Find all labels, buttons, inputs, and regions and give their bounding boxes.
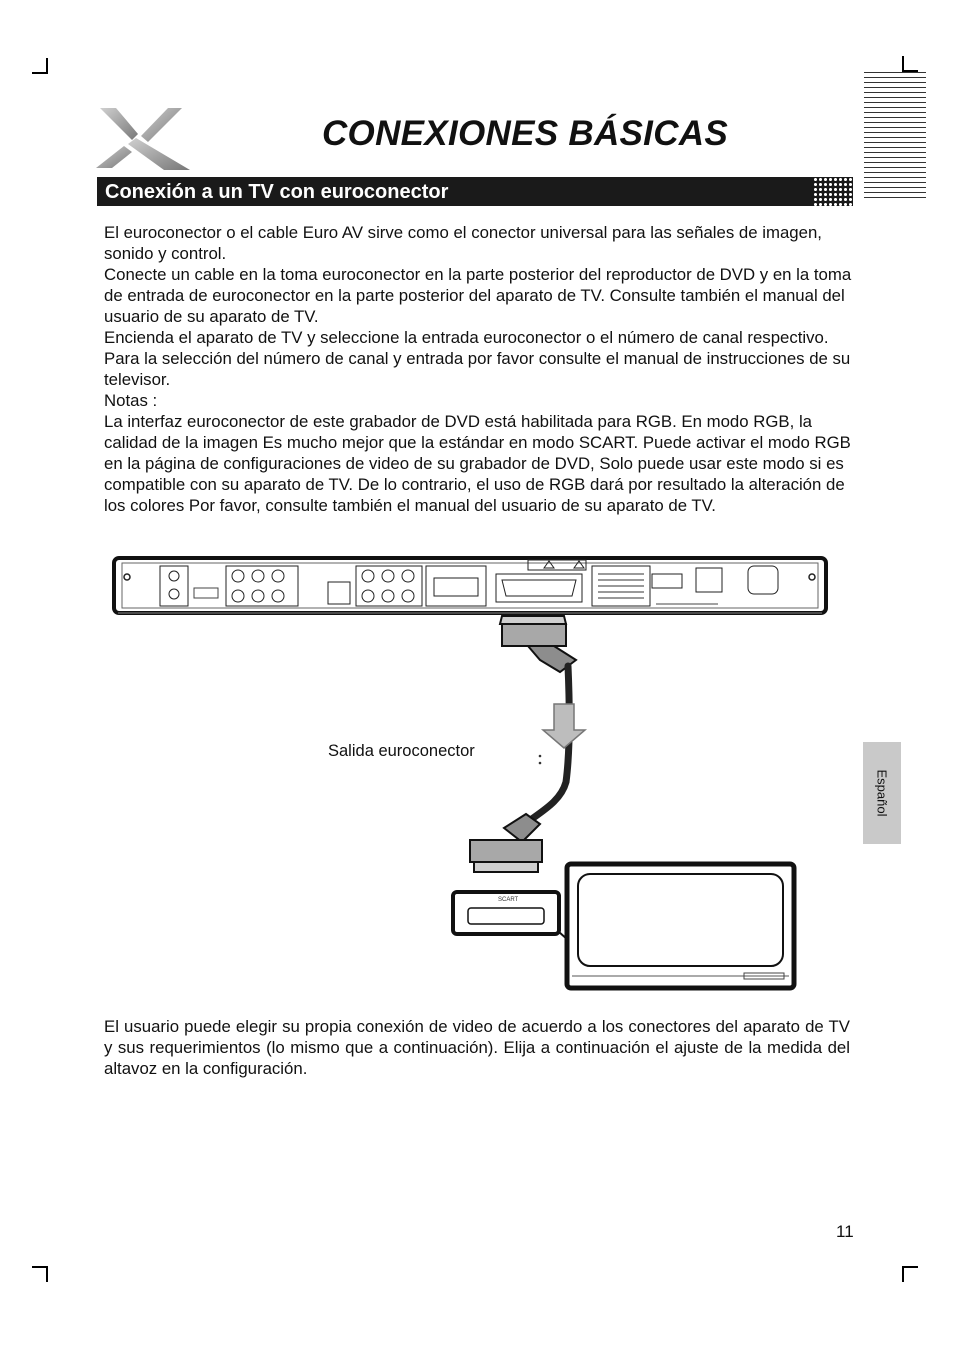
diagram-label-scart-output: Salida euroconector <box>328 742 475 760</box>
language-label: Español <box>874 769 890 817</box>
section-bar-dots <box>813 177 853 206</box>
crop-mark-bottom-right <box>902 1266 918 1282</box>
paragraph-switch-on: Encienda el aparato de TV y seleccione la entrada euroconector o el número de canal respectivo. Para la selección del número de canal y entrada por favor consulte el manual de instrucciones de su televisor. <box>104 328 851 389</box>
television <box>567 864 794 988</box>
section-title: Conexión a un TV con euroconector <box>105 181 449 203</box>
notes-heading: Notas : <box>104 391 158 410</box>
dvd-recorder-rear-panel <box>114 558 826 613</box>
paragraph-intro: El euroconector o el cable Euro AV sirve como el conector universal para las señales de imagen, sonido y control. <box>104 223 822 263</box>
page-number: 11 <box>836 1222 854 1241</box>
crop-mark-top-left <box>32 58 48 74</box>
paragraph-notes: La interfaz euroconector de este grabador de DVD está habilitada para RGB. En modo RGB, la calidad de la imagen Es mucho mejor que la estándar en modo SCART. Puede activar el modo RGB en la página de configuraciones de video de su grabador de DVD, Solo puede usar este modo si es compatible con su aparato de TV. De lo contrario, el uso de RGB dará por resultado la alteración de los colores Por favor, consulte también el manual del usuario de su aparato de TV. <box>104 412 851 515</box>
scart-plug-bottom <box>470 814 542 872</box>
paragraph-connect: Conecte un cable en la toma euroconector en la parte posterior del reproductor de DVD y en la toma de entrada de euroconector en la parte posterior del aparato de TV. Consulte también el manual del usuario de su aparato de TV. <box>104 265 852 326</box>
tv-scart-label: SCART <box>498 897 519 903</box>
direction-arrow <box>539 704 585 764</box>
crop-mark-top-right <box>902 56 918 72</box>
scart-connection-diagram <box>108 552 832 998</box>
closing-paragraph: El usuario puede elegir su propia conexión de video de acuerdo a los conectores del aparato de TV y sus requerimientos (lo mismo que a continuación). Elija a continuación el ajuste de la medida del altavoz en la configuración. <box>104 1017 850 1078</box>
scart-plug-top <box>500 616 576 672</box>
page-title: CONEXIONES BÁSICAS <box>321 114 729 153</box>
tv-scart-socket-panel <box>453 892 568 940</box>
section-header-bar <box>97 177 853 206</box>
body-text <box>104 222 854 516</box>
crop-mark-bottom-left <box>32 1266 48 1282</box>
language-tab <box>863 742 901 844</box>
